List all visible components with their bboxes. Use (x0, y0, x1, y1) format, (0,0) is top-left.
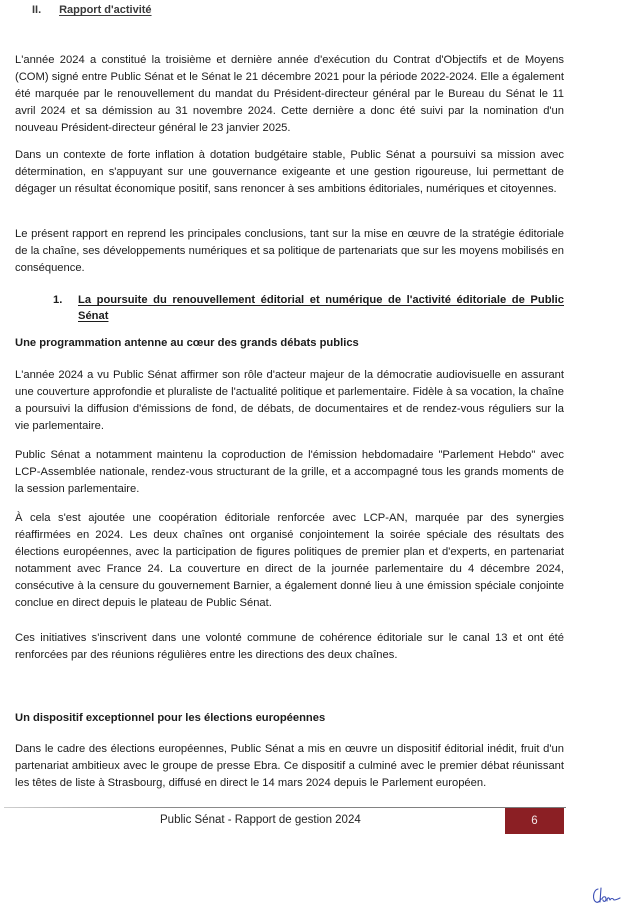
footer-title: Public Sénat - Rapport de gestion 2024 (160, 814, 361, 826)
page-number: 6 (531, 815, 538, 827)
heading-programmation: Une programmation antenne au cœur des grands débats publics (15, 337, 359, 349)
subsection-heading-1 (53, 292, 564, 324)
paragraph-intro-3: Le présent rapport en reprend les principales conclusions, tant sur la mise en œuvre de la stratégie éditoriale de la chaîne, ses développements numériques et sa politique de partenariats que sur les moyens mobilisés en conséquence. (15, 228, 564, 274)
paragraph-programmation-1: L'année 2024 a vu Public Sénat affirmer son rôle d'acteur majeur de la démocratie audiovisuelle en assurant une couverture approfondie et pluraliste de l'actualité politique et parlementaire. Fidèle à sa vocation, la chaîne a poursuivi la diffusion d'émissions de fond, de débats, de documentaires et de rendez-vous réguliers sur la vie parlementaire. (15, 369, 564, 432)
paragraph-programmation-2: Public Sénat a notamment maintenu la coproduction de l'émission hebdomadaire "Parlement Hebdo" avec LCP-Assemblée nationale, rendez-vous structurant de la grille, et a accompagné tous les grands moments de la session parlementaire. (15, 449, 564, 495)
subsection-title: La poursuite du renouvellement éditorial et numérique de l'activité éditoriale de Public Sénat (78, 294, 564, 322)
paragraph-intro-2: Dans un contexte de forte inflation à dotation budgétaire stable, Public Sénat a poursuivi sa mission avec détermination, en s'appuyant sur une gouvernance exigeante et une gestion rigoureuse, lui permettant de dégager un résultat économique positif, sans renoncer à ses ambitions éditoriales, numériques et citoyennes. (15, 149, 564, 195)
section-heading (32, 4, 152, 16)
heading-europeennes: Un dispositif exceptionnel pour les élections européennes (15, 712, 326, 724)
subsection-number: 1. (53, 294, 63, 306)
handwritten-initials-icon (590, 886, 622, 906)
paragraph-europeennes-1: Dans le cadre des élections européennes, Public Sénat a mis en œuvre un dispositif éditorial inédit, fruit d'un partenariat ambitieux avec le groupe de presse Ebra. Ce dispositif a culminé avec le premier débat réunissant les têtes de liste à Strasbourg, diffusé en direct le 14 mars 2024 depuis le Parlement européen. (15, 743, 564, 789)
section-title: Rapport d'activité (59, 4, 152, 16)
section-number: II. (32, 4, 42, 16)
paragraph-intro-1: L'année 2024 a constitué la troisième et dernière année d'exécution du Contrat d'Objectifs et de Moyens (COM) signé entre Public Sénat et le Sénat le 21 décembre 2021 pour la période 2022-2024. Elle a également été marquée par le renouvellement du mandat du Président-directeur général par le Bureau du Sénat le 11 avril 2024 et sa démission au 31 novembre 2024. Cette dernière a donc été suivi par la nomination d'un nouveau Président-directeur général le 23 janvier 2025. (15, 54, 564, 134)
paragraph-programmation-4: Ces initiatives s'inscrivent dans une volonté commune de cohérence éditoriale sur le canal 13 et ont été renforcées par des réunions régulières entre les directions des deux chaînes. (15, 632, 564, 661)
paragraph-programmation-3: À cela s'est ajoutée une coopération éditoriale renforcée avec LCP-AN, marquée par des synergies réaffirmées en 2024. Les deux chaînes ont organisé conjointement la soirée spéciale des résultats des élections européennes, avec la participation de figures politiques de premier plan et d'experts, en partenariat notamment avec France 24. La couverture en direct de la journée parlementaire du 4 décembre 2024, consécutive à la censure du gouvernement Barnier, a également donné lieu à une émission spéciale conjointe conclue en direct depuis le plateau de Public Sénat. (15, 512, 564, 609)
footer-divider (4, 807, 566, 808)
page-number-badge (505, 808, 564, 834)
